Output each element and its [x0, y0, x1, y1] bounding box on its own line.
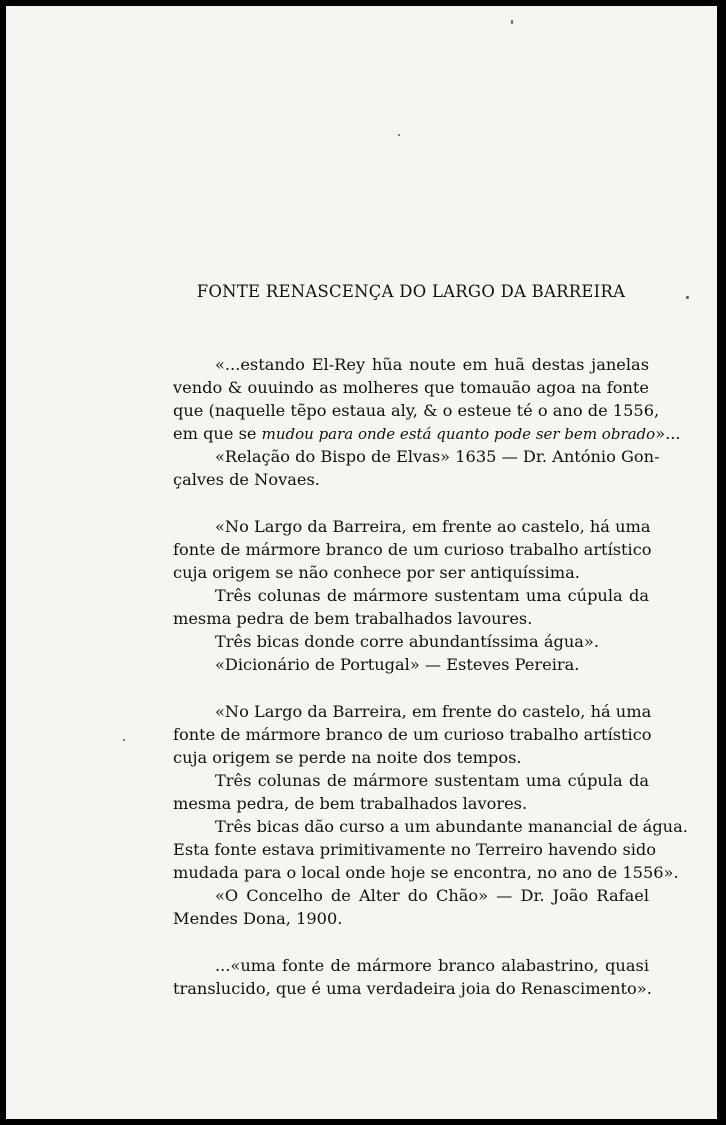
citation-line: «Dicionário de Portugal» — Esteves Pereira. [215, 655, 580, 674]
text-line: Três colunas de mármore sustentam uma cúpula da [215, 586, 649, 605]
text-line-start: em que se [173, 424, 262, 443]
text-line: mesma pedra de bem trabalhados lavoures. [173, 609, 533, 628]
text-line: Três colunas de mármore sustentam uma cúpula da [215, 771, 649, 790]
document-body [173, 280, 688, 1024]
text-line: vendo & ouuindo as molheres que tomauão agoa na fonte [173, 378, 649, 397]
paper-speck [398, 134, 400, 136]
text-line: mudada para o local onde hoje se encontra, no ano de 1556». [173, 863, 679, 882]
document-page [6, 6, 717, 1119]
citation-line: Mendes Dona, 1900. [173, 909, 343, 928]
paper-speck [123, 739, 125, 741]
text-line-end: »... [655, 424, 681, 443]
text-line: translucido, que é uma verdadeira joia do Renascimento». [173, 979, 652, 998]
quote-concelho-alter-do-chao [173, 700, 688, 930]
text-line: ...«uma fonte de mármore branco alabastrino, quasi [215, 956, 649, 975]
text-line: Três bicas donde corre abundantíssima água». [215, 632, 599, 651]
paper-speck [686, 296, 689, 299]
text-line: cuja origem se perde na noite dos tempos. [173, 748, 522, 767]
citation-line: çalves de Novaes. [173, 470, 320, 489]
quote-relacao-bispo-elvas [173, 353, 681, 491]
paper-speck [511, 20, 513, 24]
text-line: fonte de mármore branco de um curioso trabalho artístico [173, 725, 652, 744]
quote-dicionario-portugal [173, 515, 652, 676]
text-line: fonte de mármore branco de um curioso trabalho artístico [173, 540, 652, 559]
text-line: mesma pedra, de bem trabalhados lavores. [173, 794, 528, 813]
text-line: Três bicas dão curso a um abundante manancial de água. [215, 817, 688, 836]
text-line: «No Largo da Barreira, em frente ao castelo, há uma [215, 517, 651, 536]
citation-line: «Relação do Bispo de Elvas» 1635 — Dr. António Gon- [215, 447, 660, 466]
text-line: cuja origem se não conhece por ser antiquíssima. [173, 563, 580, 582]
quote-alabastrino [173, 954, 652, 1000]
page-title: FONTE RENASCENÇA DO LARGO DA BARREIRA [196, 282, 626, 301]
text-line: «...estando El-Rey hũa noute em huã destas janelas [215, 355, 649, 374]
italic-phrase: mudou para onde está quanto pode ser bem obrado [261, 425, 656, 443]
text-line: Esta fonte estava primitivamente no Terreiro havendo sido [173, 840, 657, 859]
text-line: «No Largo da Barreira, em frente do castelo, há uma [215, 702, 652, 721]
text-line [173, 422, 681, 445]
text-line: que (naquelle tẽpo estaua aly, & o esteue té o ano de 1556, [173, 401, 660, 420]
citation-line: «O Concelho de Alter do Chão» — Dr. João Rafael [215, 886, 649, 905]
